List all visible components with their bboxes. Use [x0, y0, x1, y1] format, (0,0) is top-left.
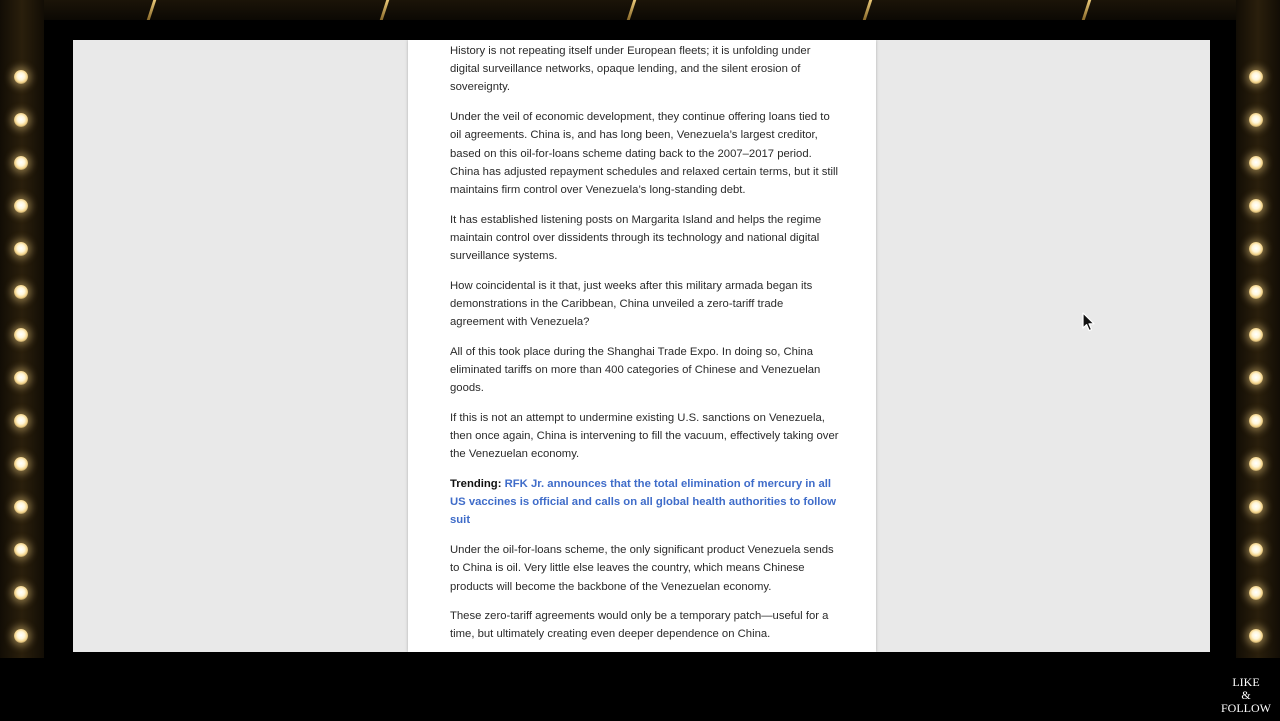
marquee-bulb	[14, 328, 28, 342]
marquee-bulb	[1249, 242, 1263, 256]
marquee-bulb	[14, 500, 28, 514]
article-paragraph: Under the oil-for-loans scheme, the only significant product Venezuela sends to China is oil. Very little else leaves the country, which means Chinese products will become the backbone of the Venezuelan economy.	[450, 544, 834, 593]
light-beam	[147, 0, 156, 20]
marquee-bulb	[14, 414, 28, 428]
marquee-bulb	[1249, 70, 1263, 84]
marquee-bulb	[1249, 414, 1263, 428]
marquee-bulb	[1249, 328, 1263, 342]
light-beam	[627, 0, 636, 20]
like-follow-watermark	[1216, 676, 1276, 715]
marquee-bulb	[14, 586, 28, 600]
article-paragraph: How coincidental is it that, just weeks after this military armada began its demonstrations in the Caribbean, China unveiled a zero-tariff trade agreement with Venezuela?	[450, 279, 813, 329]
watermark-line: FOLLOW	[1221, 701, 1271, 715]
article-paragraph	[450, 108, 840, 199]
article-paragraph: These zero-tariff agreements would only be a temporary patch—useful for a time, but ultimately creating even deeper dependence on China.	[450, 610, 829, 641]
article-paragraph: History is not repeating itself under European fleets; it is unfolding under digital surveillance networks, opaque lending, and the silent erosion of sovereignty.	[450, 45, 811, 94]
trending-label: Trending:	[450, 478, 502, 491]
marquee-bulb	[1249, 457, 1263, 471]
marquee-bulb	[14, 156, 28, 170]
marquee-bulb	[1249, 199, 1263, 213]
marquee-bulb	[14, 629, 28, 643]
article-body	[450, 42, 840, 721]
article-paragraph: If this is not an attempt to undermine existing U.S. sanctions on Venezuela, then once again, China is intervening to fill the vacuum, effectively taking over the Venezuelan economy.	[450, 411, 839, 461]
marquee-bulb	[1249, 285, 1263, 299]
watermark-line: LIKE	[1232, 675, 1260, 689]
marquee-bulb	[14, 70, 28, 84]
marquee-left-border	[0, 0, 44, 658]
marquee-bulb	[1249, 113, 1263, 127]
watermark-line: &	[1241, 688, 1251, 702]
marquee-bulb	[1249, 156, 1263, 170]
marquee-bulb	[14, 242, 28, 256]
marquee-bulb	[14, 371, 28, 385]
marquee-top-strip	[0, 0, 1280, 20]
article-paragraph: It has established listening posts on Margarita Island and helps the regime maintain control over dissidents through its technology and national digital surveillance systems.	[450, 213, 822, 263]
light-beam	[380, 0, 389, 20]
marquee-bulb	[1249, 500, 1263, 514]
light-beam	[1082, 0, 1091, 20]
browser-viewport[interactable]	[73, 40, 1210, 652]
marquee-bulb	[14, 113, 28, 127]
mouse-pointer-icon	[1082, 312, 1096, 332]
marquee-right-border	[1236, 0, 1280, 658]
marquee-bulb	[14, 543, 28, 557]
trending-article-link[interactable]: RFK Jr. announces that the total elimination of mercury in all US vaccines is official and calls on all global health authorities to follow suit	[450, 478, 837, 527]
article-content[interactable]	[408, 40, 876, 652]
marquee-bulb	[14, 457, 28, 471]
video-bottom-bar	[0, 658, 1280, 720]
marquee-bulb	[1249, 371, 1263, 385]
marquee-bulb	[1249, 543, 1263, 557]
article-paragraph-part: Under the veil of economic development, they continue offering loans tied to oil agreements. China is, and has long been, Venezuela’s largest creditor, based on this oil-for-loans scheme dating back to the 2007–2017 period.	[450, 111, 830, 160]
trending-paragraph	[450, 475, 840, 530]
article-paragraph-part: China has adjusted repayment schedules and relaxed certain terms, but it still maintains firm control over Venezuela’s long-standing debt.	[450, 165, 839, 196]
marquee-bulb	[14, 285, 28, 299]
marquee-bulb	[1249, 629, 1263, 643]
marquee-bulb	[1249, 586, 1263, 600]
article-paragraph: All of this took place during the Shanghai Trade Expo. In doing so, China eliminated tariffs on more than 400 categories of Chinese and Venezuelan goods.	[450, 345, 821, 395]
light-beam	[863, 0, 872, 20]
marquee-bulb	[14, 199, 28, 213]
